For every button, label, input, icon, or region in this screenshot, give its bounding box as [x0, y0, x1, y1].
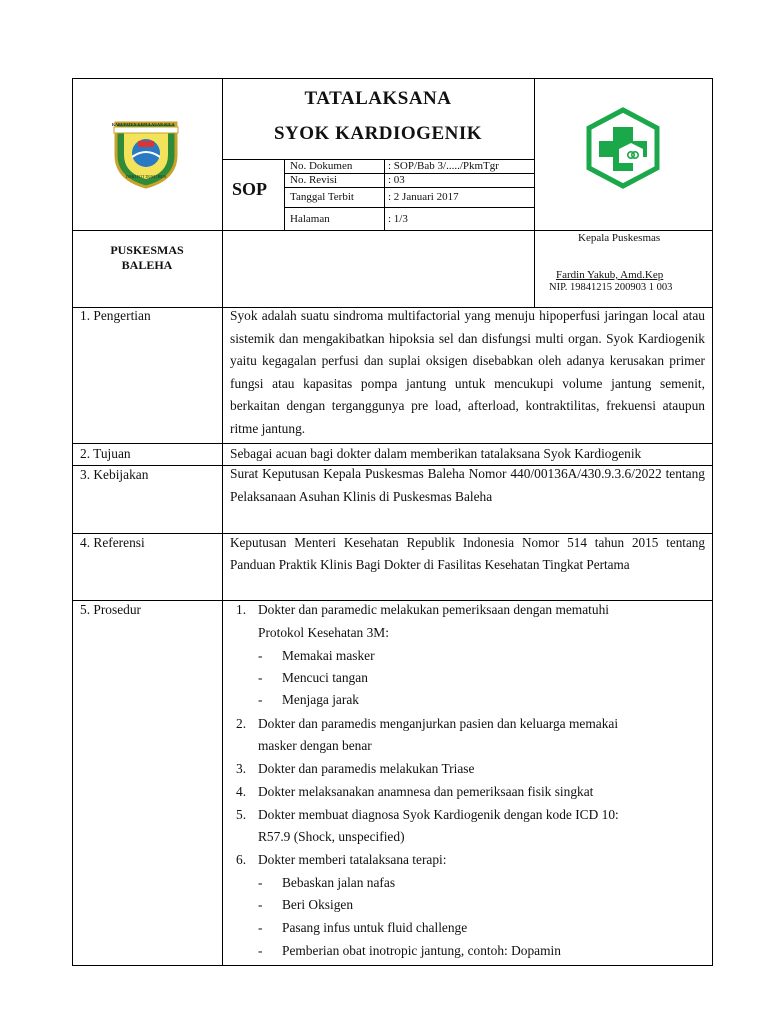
text-pengertian: Syok adalah suatu sindroma multifactorial yang menuju hipoperfusi jaringan local atau sistemik dan mengakibatkan hipoksia sel dan disfungsi multi organ. Syok Kardiogenik yaitu kegagalan perfusi dan suplai oksigen disebabkan oleh adanya kerusakan primer fungsi atau kapasitas pompa jantung untuk mencukupi volume jantung semenit, berkaitan dengan terganggunya pre load, afterload, kontraktilitas, frekuensi ataupun ritme jantung. [230, 308, 705, 436]
sub-item: Mencuci tangan [282, 670, 368, 685]
step-number: 6. [236, 852, 247, 867]
dash-bullet: - [258, 943, 263, 958]
step-number: 2. [236, 716, 247, 731]
document-title-line2: SYOK KARDIOGENIK [273, 123, 483, 144]
meta-value-tanggal-terbit: : 2 Januari 2017 [388, 191, 459, 203]
sub-item: Beri Oksigen [282, 897, 354, 912]
sub-item: Bebaskan jalan nafas [282, 875, 396, 890]
label-prosedur: 5. Prosedur [80, 602, 141, 617]
meta-value-halaman: : 1/3 [388, 213, 408, 225]
step-line: Dokter melaksanakan anamnesa dan pemeriksaan fisik singkat [258, 784, 594, 799]
org-name [72, 243, 222, 273]
step-number: 1. [236, 602, 247, 617]
signer-title: Kepala Puskesmas [578, 232, 661, 244]
sub-item: Menjaga jarak [282, 692, 359, 707]
label-tujuan: 2. Tujuan [80, 446, 131, 461]
step-number: 3. [236, 761, 247, 776]
dash-bullet: - [258, 897, 263, 912]
label-kebijakan: 3. Kebijakan [80, 467, 149, 482]
logo-left-motto: DAKI FOT DUKU BUA [126, 174, 167, 179]
document-title-line1: TATALAKSANA [304, 88, 452, 109]
step-line: Dokter membuat diagnosa Syok Kardiogenik dengan kode ICD 10: [258, 807, 619, 822]
signer-name: Fardin Yakub, Amd.Kep [556, 269, 664, 281]
dash-bullet: - [258, 875, 263, 890]
health-cross-icon [585, 107, 661, 189]
sop-label: SOP [232, 179, 268, 199]
meta-label-no-dokumen: No. Dokumen [290, 160, 353, 172]
step-line: R57.9 (Shock, unspecified) [258, 829, 405, 844]
dash-bullet: - [258, 648, 263, 663]
step-line: Dokter dan paramedis menganjurkan pasien dan keluarga memakai [258, 716, 619, 731]
sub-item: Pemberian obat inotropic jantung, contoh: Dopamin [282, 943, 561, 958]
sub-item: Memakai masker [282, 648, 375, 663]
text-kebijakan: Surat Keputusan Kepala Puskesmas Baleha Nomor 440/00136A/430.9.3.6/2022 tentang Pelaksanaan Asuhan Klinis di Puskesmas Baleha [230, 466, 705, 504]
text-tujuan: Sebagai acuan bagi dokter dalam memberikan tatalaksana Syok Kardiogenik [230, 446, 642, 461]
meta-value-no-dokumen: : SOP/Bab 3/...../PkmTgr [388, 160, 499, 172]
org-name-line2: BALEHA [121, 258, 173, 272]
dash-bullet: - [258, 920, 263, 935]
label-pengertian: 1. Pengertian [80, 308, 151, 323]
step-line: Dokter dan paramedic melakukan pemeriksaan dengan mematuhi [258, 602, 609, 617]
org-name-line1: PUSKESMAS [110, 243, 184, 257]
puskesmas-logo [585, 107, 661, 189]
signer-nip: NIP. 19841215 200903 1 003 [549, 282, 673, 293]
dash-bullet: - [258, 670, 263, 685]
logo-left-text: KABUPATEN KEPULAUAN SULA [112, 122, 175, 127]
step-line: masker dengan benar [258, 738, 372, 753]
text-referensi: Keputusan Menteri Kesehatan Republik Indonesia Nomor 514 tahun 2015 tentang Panduan Praktik Klinis Bagi Dokter di Fasilitas Kesehatan Tingkat Pertama [230, 535, 705, 572]
step-number: 4. [236, 784, 247, 799]
step-line: Dokter memberi tatalaksana terapi: [258, 852, 447, 867]
step-line: Protokol Kesehatan 3M: [258, 625, 389, 640]
label-referensi: 4. Referensi [80, 535, 145, 550]
step-number: 5. [236, 807, 247, 822]
dash-bullet: - [258, 692, 263, 707]
sub-item: Pasang infus untuk fluid challenge [282, 920, 468, 935]
step-line: Dokter dan paramedis melakukan Triase [258, 761, 475, 776]
meta-value-no-revisi: : 03 [388, 174, 405, 186]
meta-label-no-revisi: No. Revisi [290, 174, 338, 186]
meta-label-tanggal-terbit: Tanggal Terbit [290, 191, 354, 203]
meta-label-halaman: Halaman [290, 213, 330, 225]
regency-logo [108, 113, 184, 189]
